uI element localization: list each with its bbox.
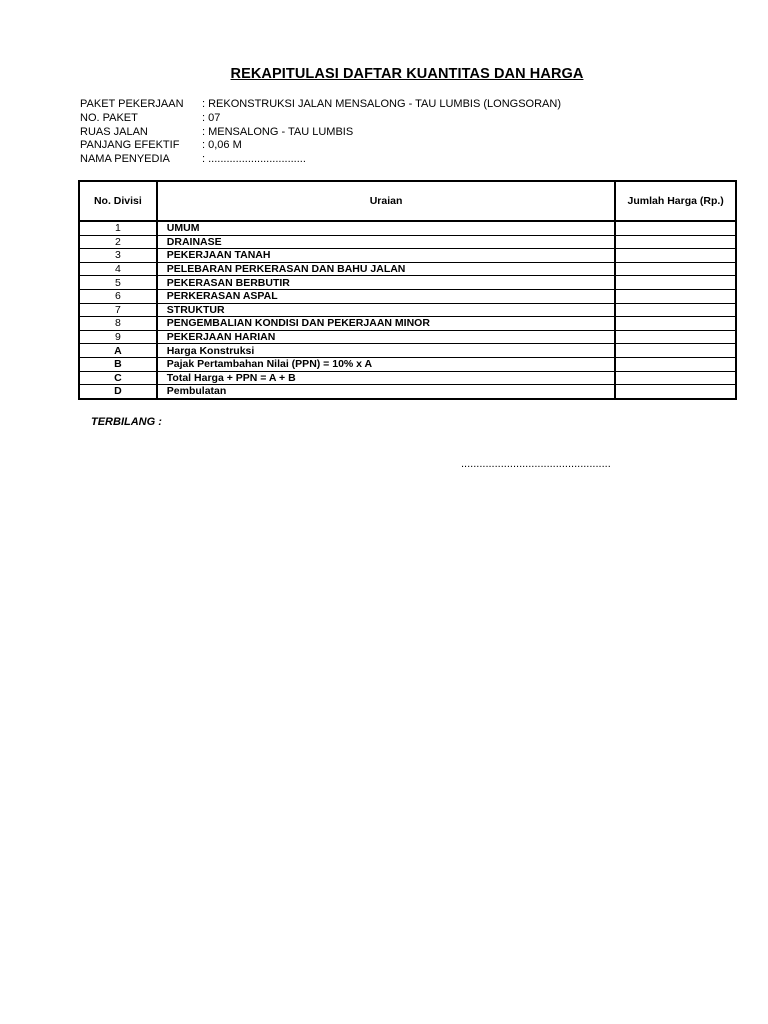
info-row-no-paket <box>80 112 561 126</box>
info-label: NO. PAKET <box>80 111 138 124</box>
table-row <box>79 249 736 263</box>
cell-jumlah-harga <box>615 221 736 235</box>
info-value: : REKONSTRUKSI JALAN MENSALONG - TAU LUMBIS (LONGSORAN) <box>202 98 561 110</box>
cell-no-divisi: 7 <box>79 303 157 317</box>
cell-uraian: Total Harga + PPN = A + B <box>157 371 616 385</box>
table-row <box>79 344 736 358</box>
cell-no-divisi: 9 <box>79 330 157 344</box>
table-row <box>79 303 736 317</box>
cell-jumlah-harga <box>615 235 736 249</box>
cell-no-divisi: B <box>79 357 157 371</box>
cell-jumlah-harga <box>615 317 736 331</box>
cell-jumlah-harga <box>615 249 736 263</box>
cell-uraian: PERKERASAN ASPAL <box>157 289 616 303</box>
table-row <box>79 262 736 276</box>
table-row <box>79 276 736 290</box>
cell-jumlah-harga <box>615 303 736 317</box>
cell-uraian: STRUKTUR <box>157 303 616 317</box>
cell-no-divisi: D <box>79 385 157 399</box>
table-header-row <box>79 181 736 221</box>
info-label: PANJANG EFEKTIF <box>80 139 180 152</box>
cell-jumlah-harga <box>615 289 736 303</box>
info-label: RUAS JALAN <box>80 125 148 138</box>
column-header-jumlah-harga: Jumlah Harga (Rp.) <box>615 181 736 221</box>
cell-jumlah-harga <box>615 344 736 358</box>
info-row-paket <box>80 98 561 112</box>
info-label: NAMA PENYEDIA <box>80 153 170 166</box>
table-row <box>79 221 736 235</box>
cell-jumlah-harga <box>615 276 736 290</box>
info-row-nama-penyedia <box>80 153 561 167</box>
cell-no-divisi: C <box>79 371 157 385</box>
cell-uraian: PEKERJAAN HARIAN <box>157 330 616 344</box>
cell-uraian: UMUM <box>157 221 616 235</box>
column-header-uraian: Uraian <box>157 181 616 221</box>
cell-jumlah-harga <box>615 385 736 399</box>
document-title: REKAPITULASI DAFTAR KUANTITAS DAN HARGA <box>230 66 584 82</box>
cell-jumlah-harga <box>615 357 736 371</box>
cell-uraian: PELEBARAN PERKERASAN DAN BAHU JALAN <box>157 262 616 276</box>
cell-uraian: DRAINASE <box>157 235 616 249</box>
cell-jumlah-harga <box>615 371 736 385</box>
cell-uraian: PEKERASAN BERBUTIR <box>157 276 616 290</box>
table-row <box>79 330 736 344</box>
cell-uraian: PEKERJAAN TANAH <box>157 249 616 263</box>
info-value: : ................................ <box>202 153 306 166</box>
table-row <box>79 235 736 249</box>
package-info <box>80 98 561 167</box>
signature-line: ................................................. <box>461 458 611 470</box>
cell-no-divisi: 1 <box>79 221 157 235</box>
table-row <box>79 371 736 385</box>
table-body <box>79 221 736 399</box>
table-row <box>79 289 736 303</box>
cell-no-divisi: 2 <box>79 235 157 249</box>
cell-uraian: PENGEMBALIAN KONDISI DAN PEKERJAAN MINOR <box>157 317 616 331</box>
cell-no-divisi: 6 <box>79 289 157 303</box>
info-row-ruas-jalan <box>80 126 561 140</box>
cell-no-divisi: 3 <box>79 249 157 263</box>
cell-jumlah-harga <box>615 262 736 276</box>
cell-uraian: Pajak Pertambahan Nilai (PPN) = 10% x A <box>157 357 616 371</box>
info-value: : MENSALONG - TAU LUMBIS <box>202 125 354 138</box>
cell-no-divisi: 5 <box>79 276 157 290</box>
cell-uraian: Harga Konstruksi <box>157 344 616 358</box>
cell-uraian: Pembulatan <box>157 385 616 399</box>
cell-no-divisi: A <box>79 344 157 358</box>
table-row <box>79 357 736 371</box>
column-header-no-divisi: No. Divisi <box>79 181 157 221</box>
cell-no-divisi: 4 <box>79 262 157 276</box>
info-value: : 0,06 M <box>202 139 242 152</box>
info-label: PAKET PEKERJAAN <box>80 98 184 110</box>
info-row-panjang-efektif <box>80 139 561 153</box>
terbilang-label: TERBILANG : <box>91 416 162 428</box>
cell-jumlah-harga <box>615 330 736 344</box>
table-row <box>79 385 736 399</box>
cell-no-divisi: 8 <box>79 317 157 331</box>
info-value: : 07 <box>202 111 221 124</box>
recap-table <box>78 180 737 400</box>
table-row <box>79 317 736 331</box>
